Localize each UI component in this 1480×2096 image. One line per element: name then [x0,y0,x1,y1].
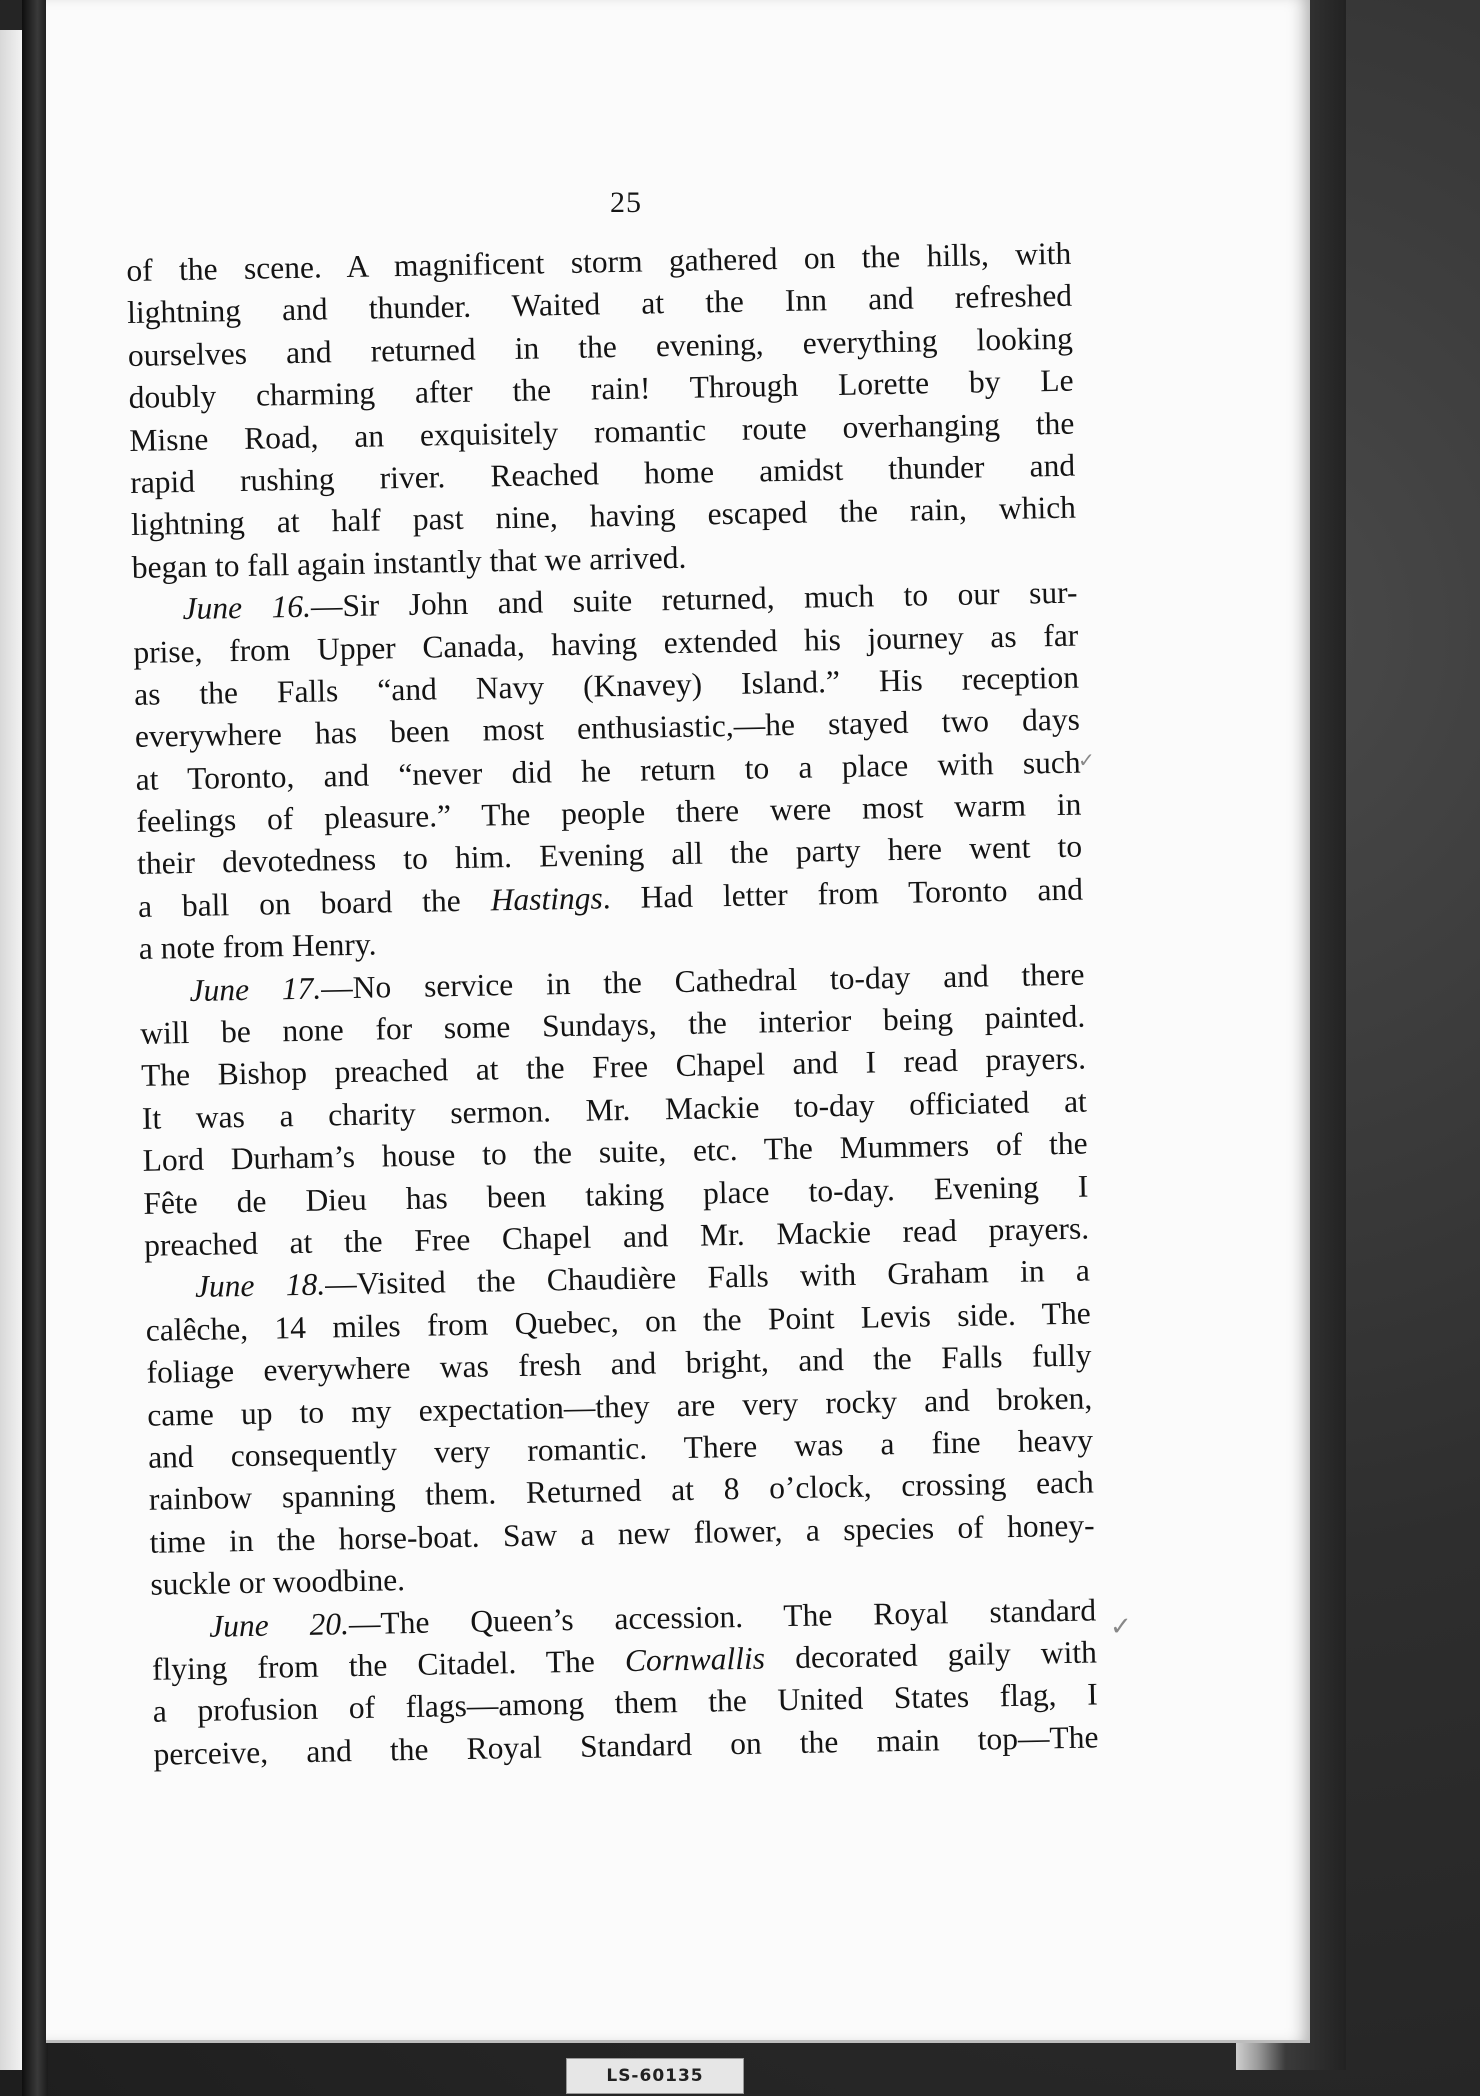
ship-name: Hastings [490,880,604,918]
entry-text: —No service in the Cathedral to-day and there [320,956,1085,1006]
text-line: It was a charity sermon. Mr. Mackie to-day officiated at [141,1083,1088,1136]
entry-date: June 16. [182,588,312,627]
text-line: of the scene. A magnificent storm gathered on the hills, with [126,235,1072,288]
entry-date: June 17. [189,970,322,1008]
text-line: preached at the Free Chapel and Mr. Mackie read prayers. [143,1210,1090,1263]
book-page [46,0,1310,2043]
margin-tick-mark: ✓ [1110,1612,1132,1642]
entry-text: flying from the Citadel. The [151,1642,626,1687]
text-line: came up to my expectation—they are very rocky and broken, [147,1380,1093,1433]
text-line: feelings of pleasure.” The people there were most warm in [136,786,1082,839]
margin-tick-mark: ✓ [1078,748,1095,772]
text-line: a note from Henry. [138,926,377,967]
text-line: everywhere has been most enthusiastic,—he stayed two days [134,701,1081,755]
text-line: at Toronto, and “never did he return to a place with such [135,744,1081,797]
text-line: began to fall again instantly that we arrived. [131,539,687,585]
text-line: Lord Durham’s house to the suite, etc. The Mummers of the [142,1125,1088,1179]
entry-date: June 18. [194,1266,326,1305]
text-line: calêche, 14 miles from Quebec, on the Point Levis side. The [145,1295,1091,1348]
text-line: will be none for some Sundays, the interior being painted. [140,998,1086,1051]
text-line: The Bishop preached at the Free Chapel and I read prayers. [140,1040,1087,1094]
text-line: lightning and thunder. Waited at the Inn and refreshed [126,278,1073,331]
text-line: rapid rushing river. Reached home amidst thunder and [129,447,1076,500]
text-line: Misne Road, an exquisitely romantic route overhanging the [129,405,1075,458]
text-line: a profusion of flags—among them the United States flag, I [152,1676,1098,1730]
text-line: doubly charming after the rain! Through Lorette by Le [128,362,1074,416]
text-line: prise, from Upper Canada, having extended his journey as far [133,617,1079,670]
text-line: ourselves and returned in the evening, everything looking [127,320,1074,373]
text-line: and consequently very romantic. There was a fine heavy [147,1422,1094,1475]
text-line: time in the horse-boat. Saw a new flower, a species of honey- [149,1507,1095,1560]
text-line: as the Falls “and Navy (Knavey) Island.” His reception [133,659,1080,712]
page-body [126,233,1099,1776]
text-line: lightning at half past nine, having escaped the rain, which [130,489,1077,543]
book-gutter [22,0,48,2096]
text-line: suckle or woodbine. [150,1562,406,1602]
text-line: rainbow spanning them. Returned at 8 o’clock, crossing each [148,1464,1095,1518]
text-line: their devotedness to him. Evening all the party here went to [136,829,1083,882]
ship-name: Cornwallis [624,1640,766,1678]
entry-text: decorated gaily with [764,1634,1098,1676]
text-line: Fête de Dieu has been taking place to-day. Evening I [143,1168,1089,1221]
page-number: 25 [610,186,642,219]
entry-text: —The Queen’s accession. The Royal standard [348,1591,1097,1641]
entry-text: —Visited the Chaudière Falls with Graham in a [324,1252,1091,1302]
text-line: perceive, and the Royal Standard on the main top—The [153,1719,1099,1772]
text-line: foliage everywhere was fresh and bright, and the Falls fully [146,1337,1092,1390]
entry-text: . Had letter from Toronto and [602,871,1084,916]
entry-text: a ball on board the [137,882,491,924]
specimen-label: LS-60135 [566,2058,744,2094]
entry-text: —Sir John and suite returned, much to our sur- [310,574,1078,624]
entry-date: June 20. [208,1605,350,1644]
